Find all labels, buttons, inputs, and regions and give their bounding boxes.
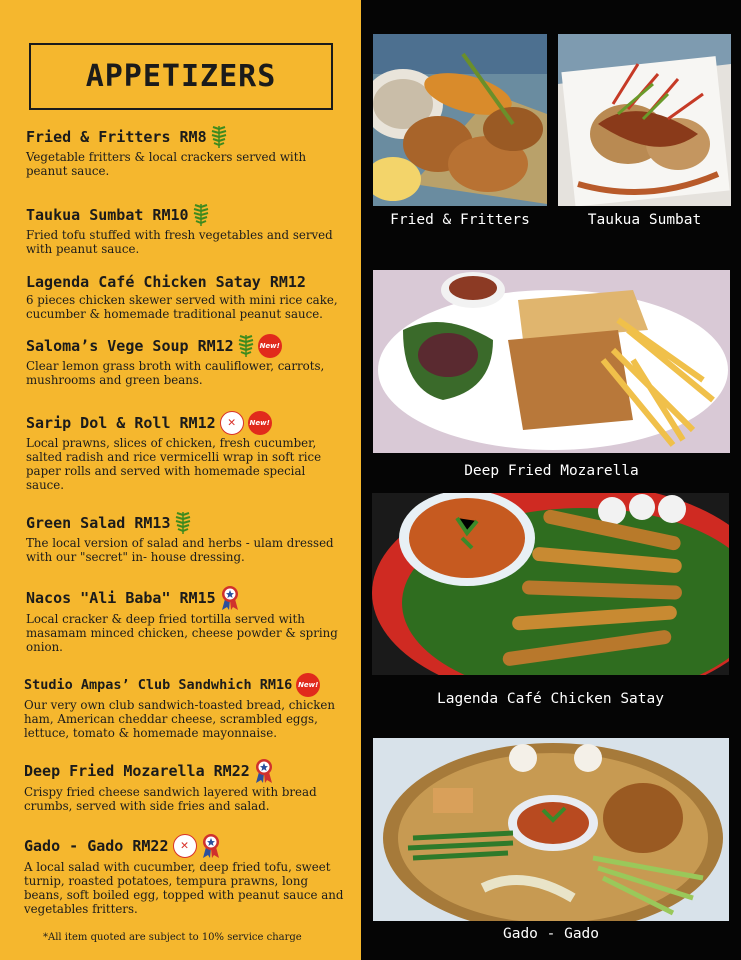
item-description: Local prawns, slices of chicken, fresh cucumber, salted radish and rice vermicelli wrap in soft rice paper rolls and served with homemade special sauce. (26, 436, 322, 492)
award-ribbon-icon (201, 833, 221, 859)
item-description: 6 pieces chicken skewer served with mini rice cake, cucumber & homemade traditional peanut sauce. (26, 293, 338, 321)
menu-item-gado-gado (24, 833, 344, 916)
service-charge-footnote: *All item quoted are subject to 10% service charge (43, 932, 302, 943)
item-name: Green Salad RM13 (26, 514, 171, 532)
menu-panel (0, 0, 361, 960)
photo-fried-fritters (373, 34, 547, 206)
leaf-icon (211, 125, 227, 149)
caption-fried-fritters: Fried & Fritters (390, 212, 530, 228)
caption-gado-gado: Gado - Gado (502, 926, 600, 942)
item-name: Lagenda Café Chicken Satay RM12 (26, 273, 306, 291)
photo-deep-fried-mozarella (373, 270, 730, 453)
menu-item-taukua-sumbat (26, 203, 346, 256)
new-badge-icon: New! (258, 334, 282, 358)
item-name: Studio Ampas’ Club Sandwhich RM16 (24, 677, 293, 693)
leaf-icon (238, 334, 254, 358)
new-badge-icon: New! (296, 673, 320, 697)
leaf-icon (193, 203, 209, 227)
caption-deep-fried-mozarella: Deep Fried Mozarella (464, 463, 639, 479)
item-description: Clear lemon grass broth with cauliflower, carrots, mushrooms and green beans. (26, 359, 325, 387)
menu-item-deep-fried-mozarella (24, 758, 344, 813)
item-description: Fried tofu stuffed with fresh vegetables and served with peanut sauce. (26, 228, 333, 256)
menu-item-green-salad (26, 511, 346, 564)
new-badge-icon: New! (248, 411, 272, 435)
photo-chicken-satay (372, 493, 729, 675)
menu-item-sarip-dol (26, 411, 346, 492)
item-description: The local version of salad and herbs - ulam dressed with our "secret" in- house dressing. (26, 536, 334, 564)
menu-item-fried-fritters (26, 125, 346, 178)
menu-item-nacos-ali-baba (26, 585, 346, 654)
menu-item-chicken-satay (26, 272, 346, 321)
item-name: Taukua Sumbat RM10 (26, 206, 189, 224)
menu-title-box (29, 43, 333, 110)
item-name: Gado - Gado RM22 (24, 837, 169, 855)
item-name: Sarip Dol & Roll RM12 (26, 414, 216, 432)
menu-item-club-sandwich (24, 673, 354, 740)
photo-gado-gado (373, 738, 729, 921)
photo-taukua-sumbat (558, 34, 731, 206)
caption-taukua-sumbat: Taukua Sumbat (587, 212, 702, 228)
item-description: Our very own club sandwich-toasted bread, chicken ham, American cheddar cheese, scrambled eggs, lettuce, tomato & homemade mayonnaise. (24, 698, 336, 740)
menu-title: APPETIZERS (85, 59, 277, 94)
fork-knife-icon: ✕ (173, 834, 197, 858)
caption-chicken-satay: Lagenda Café Chicken Satay (437, 691, 664, 707)
award-ribbon-icon (220, 585, 240, 611)
item-name: Saloma’s Vege Soup RM12 (26, 337, 234, 355)
item-name: Fried & Fritters RM8 (26, 128, 207, 146)
fork-knife-icon: ✕ (220, 411, 244, 435)
item-name: Nacos "Ali Baba" RM15 (26, 589, 216, 607)
item-description: Crispy fried cheese sandwich layered with bread crumbs, served with side fries and salad. (24, 785, 317, 813)
award-ribbon-icon (254, 758, 274, 784)
item-name: Deep Fried Mozarella RM22 (24, 762, 250, 780)
leaf-icon (175, 511, 191, 535)
item-description: Vegetable fritters & local crackers served with peanut sauce. (26, 150, 307, 178)
item-description: A local salad with cucumber, deep fried tofu, sweet turnip, roasted potatoes, tempura prawns, long beans, soft boiled egg, topped with peanut sauce and vegetables fritters. (24, 860, 344, 916)
item-description: Local cracker & deep fried tortilla served with masamam minced chicken, cheese powder & spring onion. (26, 612, 338, 654)
menu-item-vege-soup (26, 334, 346, 387)
